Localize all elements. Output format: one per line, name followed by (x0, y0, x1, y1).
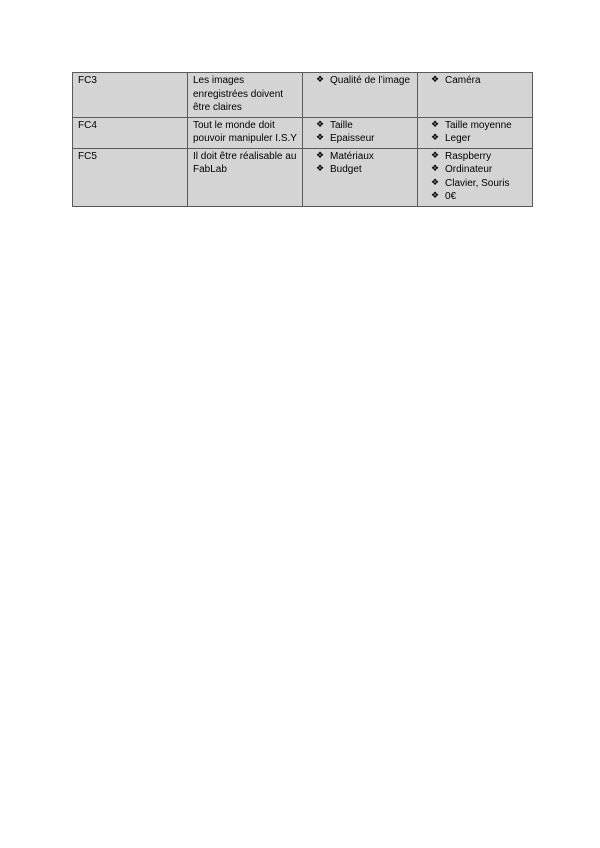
list-item (423, 74, 527, 88)
criteria-list (308, 119, 412, 146)
list-item (308, 119, 412, 133)
level-text: 0€ (445, 191, 457, 202)
level-text: Leger (445, 133, 471, 144)
criteria-text: Budget (330, 164, 362, 175)
level-cell (418, 148, 533, 206)
diamond-bullet-icon: ❖ (316, 150, 325, 161)
diamond-bullet-icon: ❖ (316, 164, 325, 174)
list-item (308, 132, 412, 146)
level-cell (418, 73, 533, 118)
diamond-bullet-icon: ❖ (316, 133, 325, 143)
table-row (73, 117, 533, 148)
function-description: Les images enregistrées doivent être claires (193, 75, 284, 113)
function-description-cell (188, 117, 303, 148)
criteria-text: Taille (330, 119, 353, 131)
diamond-bullet-icon: ❖ (431, 150, 440, 161)
function-description: Il doit être réalisable au FabLab (193, 150, 297, 175)
list-item (308, 163, 412, 177)
level-list (423, 119, 527, 146)
list-item (423, 177, 527, 191)
diamond-bullet-icon: ❖ (431, 133, 440, 143)
function-id-cell (73, 117, 188, 148)
diamond-bullet-icon: ❖ (316, 119, 325, 130)
diamond-bullet-icon: ❖ (431, 177, 440, 188)
function-id: FC5 (78, 150, 97, 162)
function-id: FC3 (78, 75, 97, 86)
diamond-bullet-icon: ❖ (431, 75, 440, 85)
level-list (423, 74, 527, 88)
list-item (423, 119, 527, 133)
criteria-list (308, 74, 412, 88)
level-text: Clavier, Souris (445, 177, 510, 189)
criteria-cell (303, 117, 418, 148)
function-id: FC4 (78, 119, 97, 131)
list-item (423, 163, 527, 177)
list-item (308, 150, 412, 164)
level-text: Taille moyenne (445, 119, 512, 131)
criteria-cell (303, 148, 418, 206)
function-id-cell (73, 73, 188, 118)
diamond-bullet-icon: ❖ (431, 119, 440, 130)
level-text: Caméra (445, 75, 481, 86)
criteria-text: Qualité de l’image (330, 75, 411, 86)
diamond-bullet-icon: ❖ (316, 75, 325, 85)
list-item (423, 150, 527, 164)
criteria-text: Epaisseur (330, 133, 375, 144)
functions-table (72, 72, 533, 207)
list-item (423, 190, 527, 204)
function-description-cell (188, 73, 303, 118)
criteria-cell (303, 73, 418, 118)
diamond-bullet-icon: ❖ (431, 191, 440, 201)
table-row (73, 148, 533, 206)
function-id-cell (73, 148, 188, 206)
criteria-list (308, 150, 412, 177)
criteria-text: Matériaux (330, 150, 374, 162)
level-list (423, 150, 527, 204)
function-description-cell (188, 148, 303, 206)
level-text: Raspberry (445, 150, 492, 162)
level-cell (418, 117, 533, 148)
table-row (73, 73, 533, 118)
list-item (423, 132, 527, 146)
list-item (308, 74, 412, 88)
function-description: Tout le monde doit pouvoir manipuler I.S.Y (193, 119, 297, 144)
level-text: Ordinateur (445, 164, 493, 175)
diamond-bullet-icon: ❖ (431, 164, 440, 174)
